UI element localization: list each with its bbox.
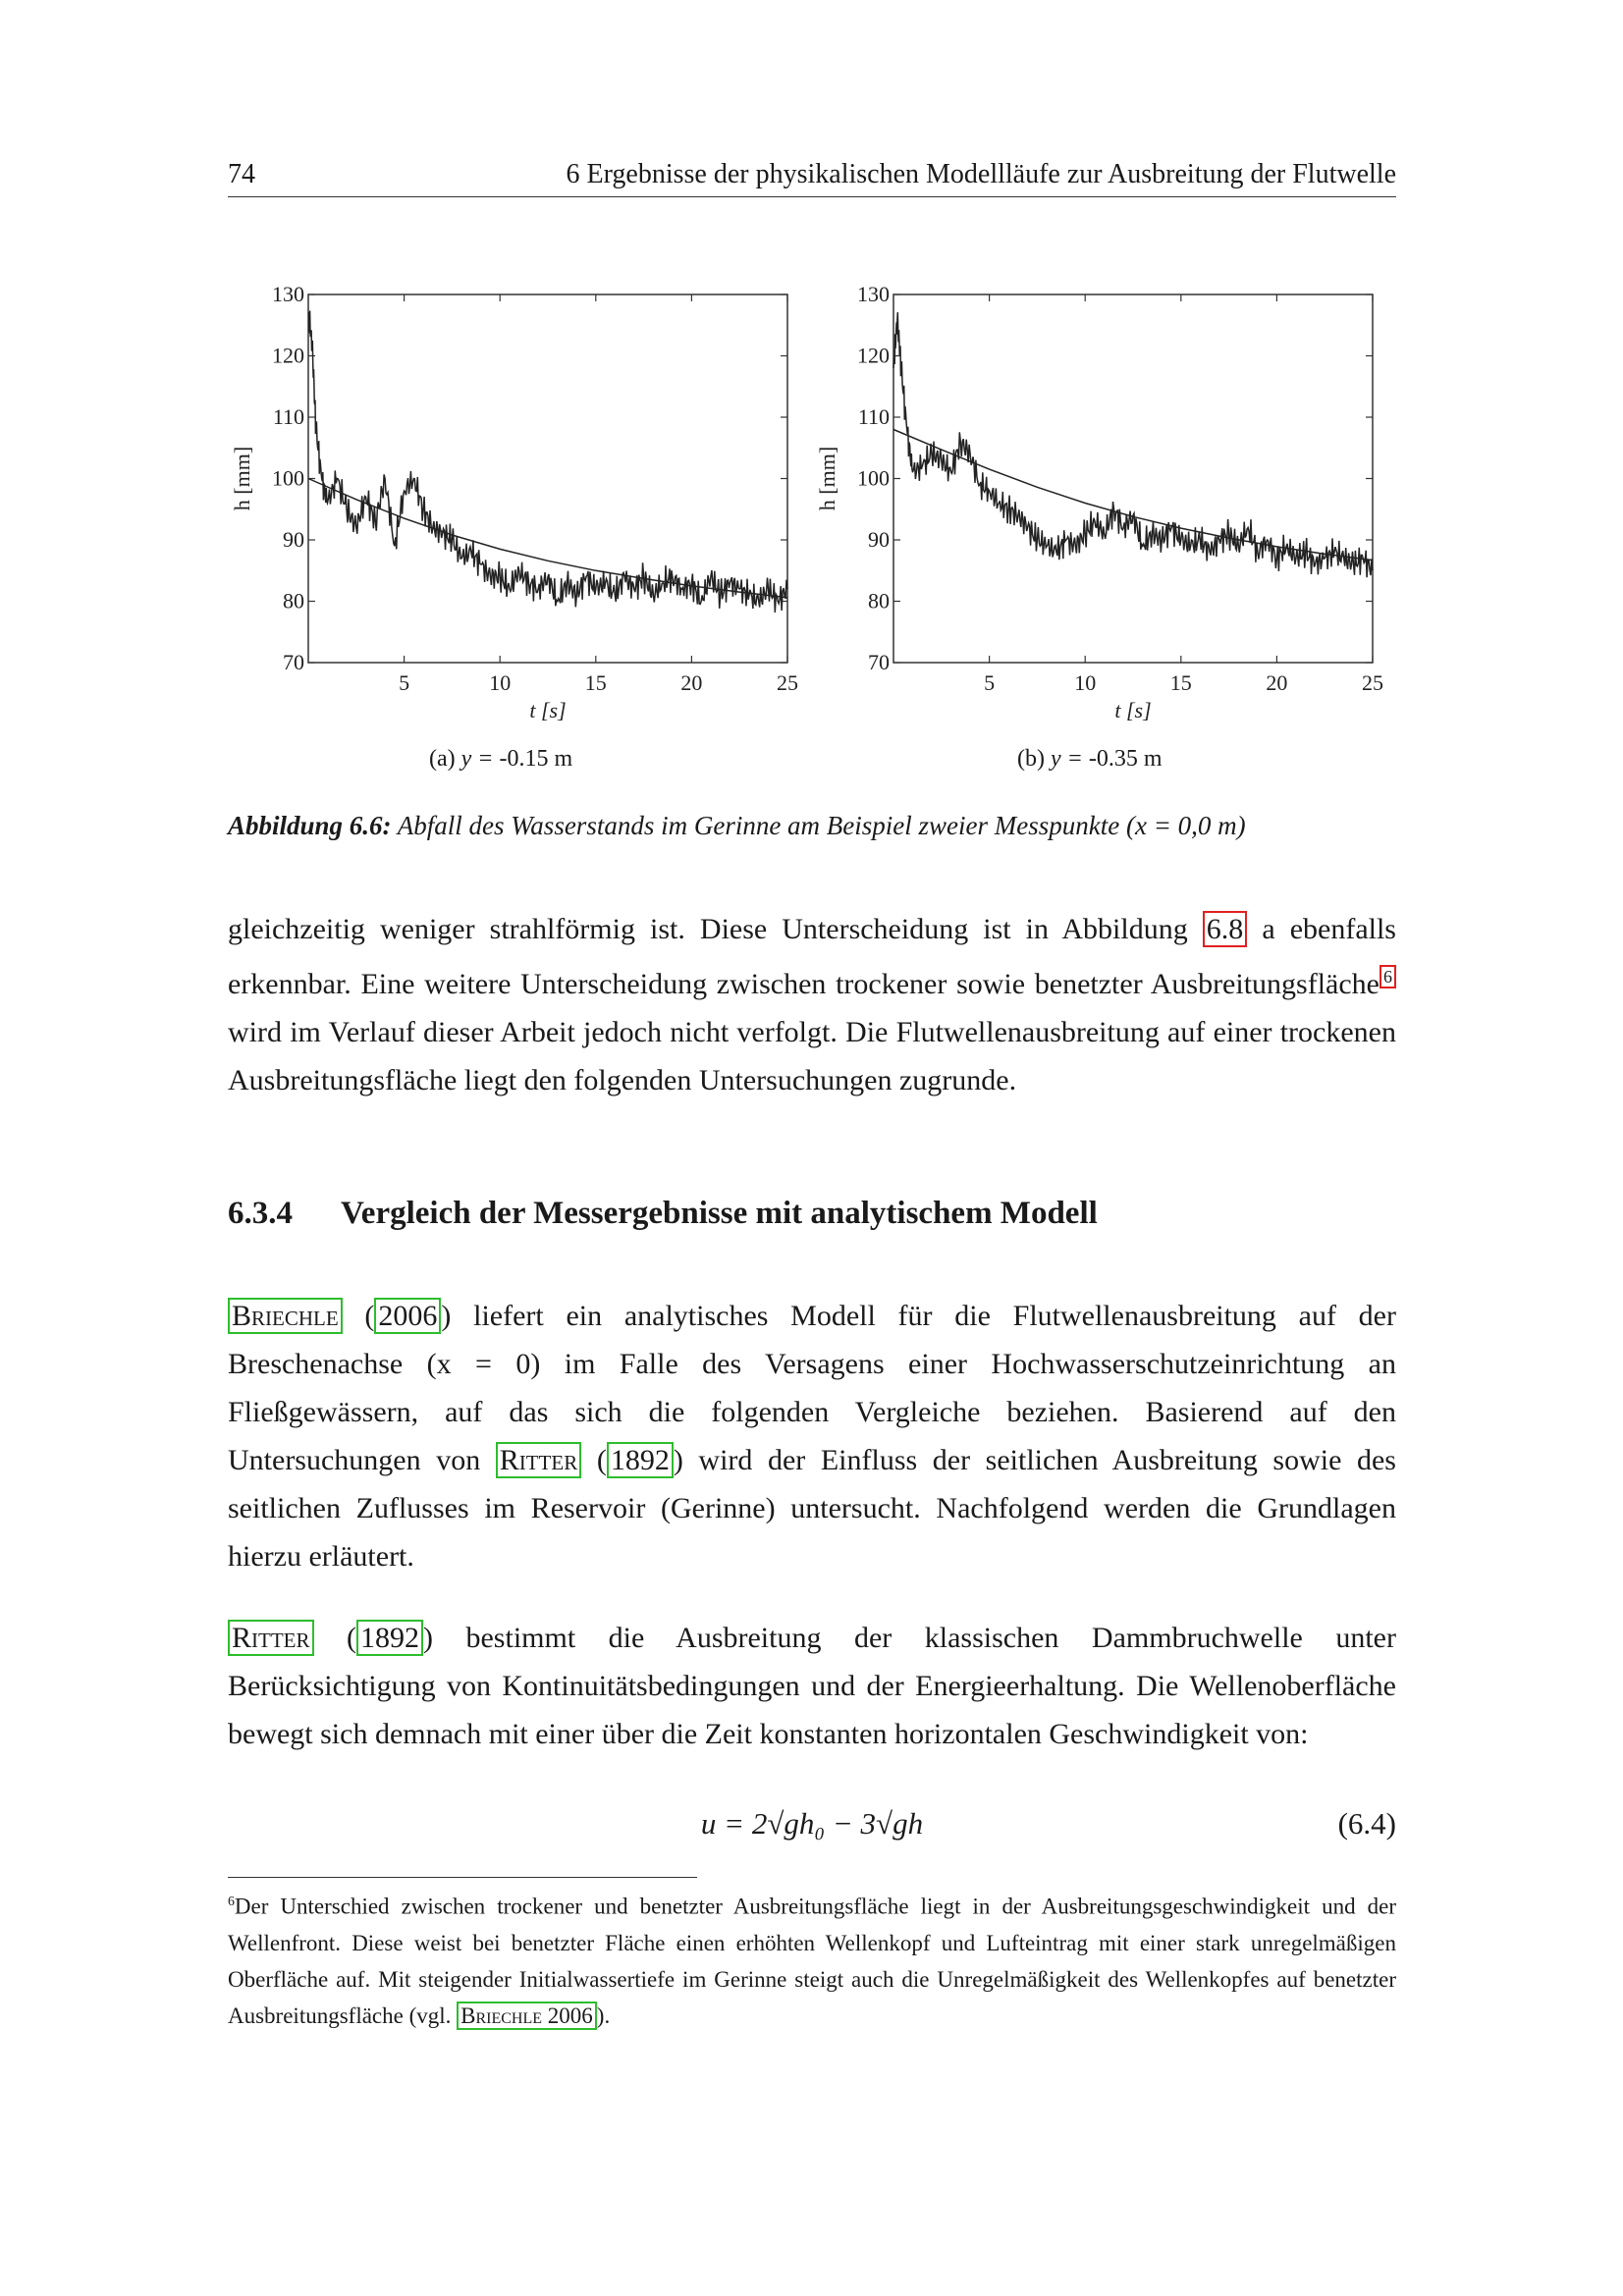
y-tick-label: 130	[857, 282, 890, 306]
equation-text: u = 2√gh₀ − 3√gh	[700, 1806, 924, 1841]
y-tick-label: 100	[272, 465, 304, 491]
subcaption-a-label: (a)	[429, 746, 456, 772]
subcaption-a	[429, 746, 572, 773]
citation-briechle-year-link[interactable]: 2006	[374, 1298, 441, 1334]
y-tick-label: 100	[857, 465, 890, 491]
footnote-rule	[228, 1877, 697, 1878]
x-tick-label: 20	[1266, 670, 1288, 695]
citation-ritter-year-link-2[interactable]: 1892	[356, 1620, 423, 1656]
y-tick-label: 120	[272, 343, 304, 368]
citation-ritter-year-link[interactable]: 1892	[607, 1442, 674, 1478]
chart-b	[813, 282, 1383, 731]
x-tick-label: 20	[680, 670, 703, 695]
plot-frame	[893, 294, 1373, 663]
footnote	[228, 1883, 1396, 2034]
citation-briechle-link[interactable]: Briechle	[228, 1298, 343, 1334]
paragraph-2-text-a: ) liefert ein analytisches Modell für die Flutwellenausbreitung auf der Breschenachse (x = 0) im Falle des Versagens einer Hochwasserschutzeinrichtung an Fließgewässern, auf das sich die folgenden Vergleiche beziehen. Basierend auf den Untersuchungen von	[228, 1300, 1396, 1476]
x-tick-label: 10	[489, 670, 512, 695]
footnote-text-a: Der Unterschied zwischen trockener und benetzter Ausbreitungsfläche liegt in der Ausbreitungsgeschwindigkeit und der Wellenfront. Diese weist bei benetzter Fläche einen erhöhten Wellenkopf und Lufteintrag mit einer stark unregelmäßigen Oberfläche auf. Mit steigender Initialwassertiefe im Gerinne steigt auch die Unregelmäßigkeit des Wellenkopfes auf benetzter Ausbreitungsfläche (vgl.	[228, 1894, 1396, 2028]
x-tick-label: 10	[1074, 670, 1097, 695]
y-tick-label: 120	[857, 343, 890, 368]
x-tick-label: 15	[584, 670, 607, 695]
chart-a-svg	[228, 282, 798, 726]
paragraph-2: Briechle ( 2006 ) liefert ein analytisches Modell für die Flutwellenausbreitung auf der Breschenachse (x = 0) im Falle des Versagens einer Hochwasserschutzeinrichtung an Fließgewässern, auf das sich die folgenden Vergleiche beziehen. Basierend auf den Untersuchungen von Ritter ( 1892 ) wird der Einfluss der seitlichen Ausbreitung sowie des seitlichen Zuflusses im Reservoir (Gerinne) untersucht. Nachfolgend werden die Grundlagen hierzu erläutert.	[228, 1300, 1396, 1573]
footnote-citation-link[interactable]: Briechle 2006	[457, 2002, 597, 2030]
subcaption-a-value: -0.15 m	[499, 746, 573, 772]
y-tick-label: 90	[868, 527, 890, 552]
y-tick-label: 130	[272, 282, 304, 306]
footnote-text-b: ).	[596, 2002, 611, 2028]
paragraph-3-text: ) bestimmt die Ausbreitung der klassischen Dammbruchwelle unter Berücksichtigung von Kontinuitätsbedingungen und der Energieerhaltung. Die Wellenoberfläche bewegt sich demnach mit einer über die Zeit konstanten horizontalen Geschwindigkeit von:	[228, 1622, 1396, 1750]
page-number: 74	[228, 159, 255, 189]
y-tick-label: 90	[283, 527, 304, 552]
x-axis-label: t [s]	[529, 698, 567, 722]
y-tick-label: 80	[868, 588, 890, 614]
x-tick-label: 5	[984, 670, 996, 695]
y-tick-label: 110	[857, 404, 890, 429]
figure-caption-text: Abfall des Wasserstands im Gerinne am Beispiel zweier Messpunkte (x = 0,0 m)	[391, 811, 1246, 840]
footnote-ref-link[interactable]: 6	[1380, 965, 1396, 988]
paragraph-1	[228, 905, 1396, 1104]
subcaption-b-math: y =	[1050, 746, 1089, 772]
subcaption-a-math: y =	[460, 746, 500, 772]
section-heading	[228, 1196, 1098, 1232]
figure-caption-label: Abbildung 6.6:	[228, 811, 392, 840]
paragraph-1-text-b: a ebenfalls erkennbar. Eine weitere Unterscheidung zwischen trockener sowie benetzter Ausbreitungsfläche	[228, 913, 1396, 1000]
citation-ritter-link[interactable]: Ritter	[496, 1442, 582, 1478]
x-tick-label: 25	[777, 670, 798, 695]
paragraph-3: Ritter ( 1892 ) bestimmt die Ausbreitung der klassischen Dammbruchwelle unter Berücksichtigung von Kontinuitätsbedingungen und der Energieerhaltung. Die Wellenoberfläche bewegt sich demnach mit einer über die Zeit konstanten horizontalen Geschwindigkeit von:	[228, 1622, 1396, 1750]
figure-caption	[228, 811, 1396, 841]
paragraph-1-text-a: gleichzeitig weniger strahlförmig ist. Diese Unterscheidung ist in Abbildung	[228, 913, 1203, 945]
series-measured-line	[893, 312, 1373, 577]
figure-ref-link[interactable]: 6.8	[1203, 911, 1248, 947]
subcaption-b-value: -0.35 m	[1088, 746, 1163, 772]
chart-b-svg	[813, 282, 1383, 726]
equation-number: (6.4)	[1337, 1806, 1396, 1841]
paragraph-1-text-c: wird im Verlauf dieser Arbeit jedoch nicht verfolgt. Die Flutwellenausbreitung auf einer trockenen Ausbreitungsfläche liegt den folgenden Untersuchungen zugrunde.	[228, 1016, 1396, 1096]
x-axis-label: t [s]	[1114, 698, 1152, 722]
equation-6-4	[228, 1806, 1396, 1855]
chapter-title: 6 Ergebnisse der physikalischen Modellläufe zur Ausbreitung der Flutwelle	[566, 159, 1396, 189]
subcaption-b	[1017, 746, 1163, 773]
running-header	[228, 157, 1396, 197]
x-tick-label: 15	[1169, 670, 1192, 695]
section-number: 6.3.4	[228, 1196, 293, 1231]
chart-a	[228, 282, 798, 731]
y-axis-label: h [mm]	[230, 446, 254, 511]
series-measured-line	[308, 311, 787, 613]
paragraph-2-text-b: ) wird der Einfluss der seitlichen Ausbreitung sowie des seitlichen Zuflusses im Reservoir (Gerinne) untersucht. Nachfolgend werden die Grundlagen hierzu erläutert.	[228, 1444, 1396, 1573]
footnote-marker: 6	[228, 1894, 235, 1908]
x-tick-label: 25	[1362, 670, 1383, 695]
y-tick-label: 110	[272, 404, 304, 429]
section-title: Vergleich der Messergebnisse mit analytischem Modell	[341, 1196, 1098, 1231]
y-axis-label: h [mm]	[815, 446, 839, 511]
y-tick-label: 70	[868, 650, 890, 674]
subcaption-b-label: (b)	[1017, 746, 1045, 772]
citation-ritter-link-2[interactable]: Ritter	[228, 1620, 314, 1656]
y-tick-label: 70	[283, 650, 304, 674]
y-tick-label: 80	[283, 588, 304, 614]
plot-frame	[308, 294, 787, 663]
x-tick-label: 5	[399, 670, 410, 695]
